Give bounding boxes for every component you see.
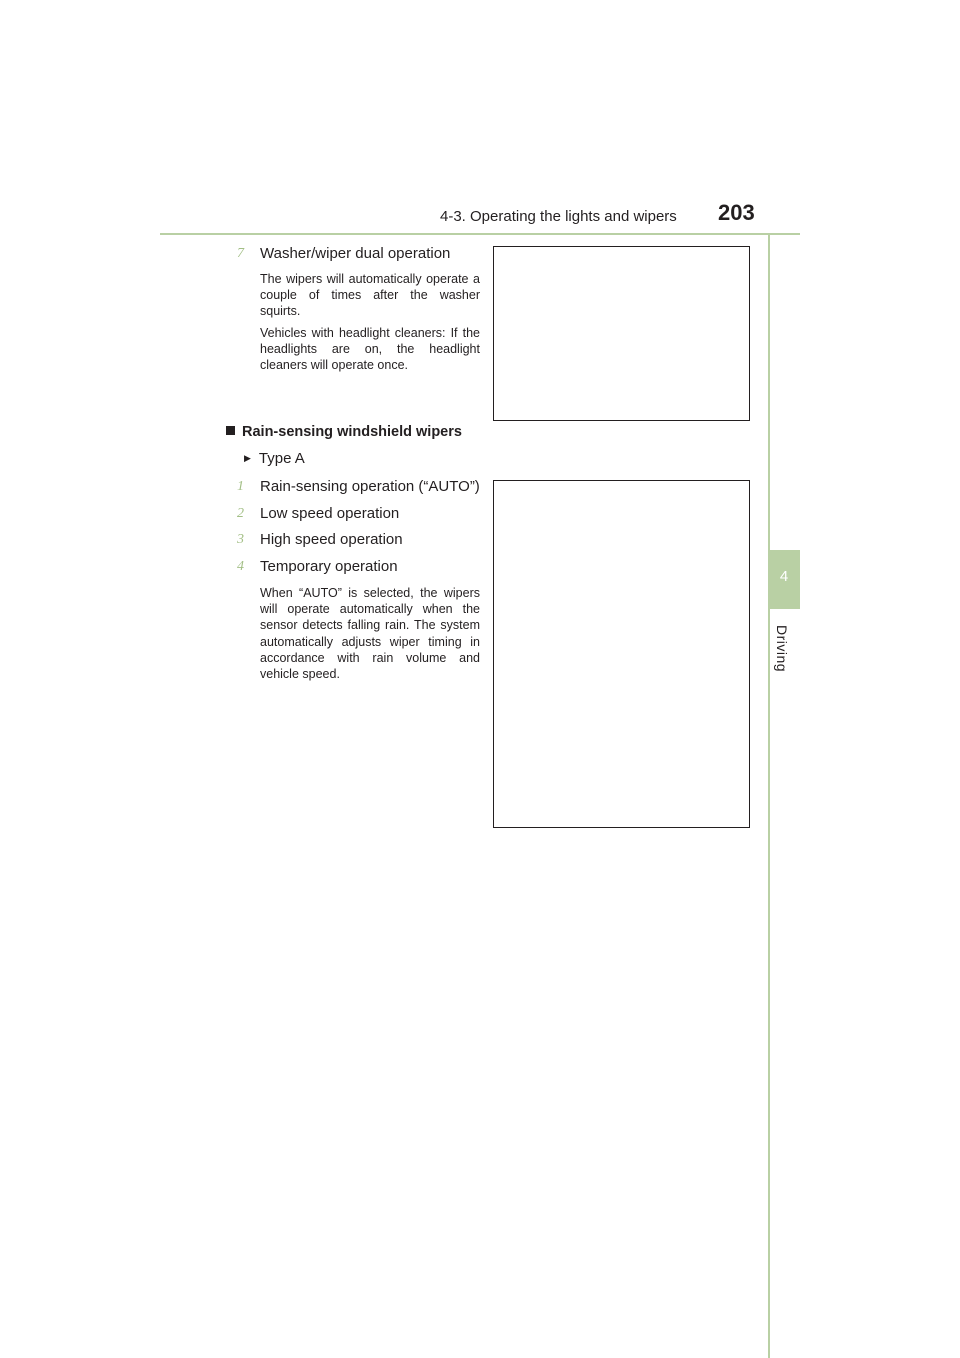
header-rule <box>160 233 800 235</box>
section-title: 4-3. Operating the lights and wipers <box>440 208 677 225</box>
washer-paragraph-2: Vehicles with headlight cleaners: If the headlights are on, the headlight cleaners will operate once. <box>260 326 480 373</box>
triangle-bullet-icon: ▶ <box>244 453 251 463</box>
item-high-speed-operation: High speed operation <box>260 531 403 548</box>
type-label: ▶ Type A <box>244 450 305 467</box>
item-marker-7: 7 <box>237 246 244 261</box>
rain-sensing-heading: Rain-sensing windshield wipers <box>226 424 462 440</box>
chapter-number: 4 <box>779 568 789 585</box>
chapter-label: Driving <box>774 625 790 673</box>
washer-title: Washer/wiper dual operation <box>260 245 451 262</box>
washer-figure <box>493 246 750 421</box>
item-marker-3: 3 <box>237 532 244 547</box>
item-temporary-operation: Temporary operation <box>260 558 398 575</box>
item-rain-sensing-operation: Rain-sensing operation (“AUTO”) <box>260 478 480 495</box>
side-rule <box>768 233 770 1358</box>
square-bullet-icon <box>226 426 235 435</box>
item-marker-2: 2 <box>237 506 244 521</box>
item-marker-4: 4 <box>237 559 244 574</box>
page-number: 203 <box>718 200 755 225</box>
rain-sensing-description: When “AUTO” is selected, the wipers will operate automatically when the sensor detects falling rain. The system automatically adjusts wiper timing in accordance with rain volume and vehicle speed. <box>260 586 480 682</box>
item-marker-1: 1 <box>237 479 244 494</box>
washer-paragraph-1: The wipers will automatically operate a couple of times after the washer squirts. <box>260 272 480 319</box>
item-low-speed-operation: Low speed operation <box>260 505 400 522</box>
rain-sensing-figure <box>493 480 750 828</box>
